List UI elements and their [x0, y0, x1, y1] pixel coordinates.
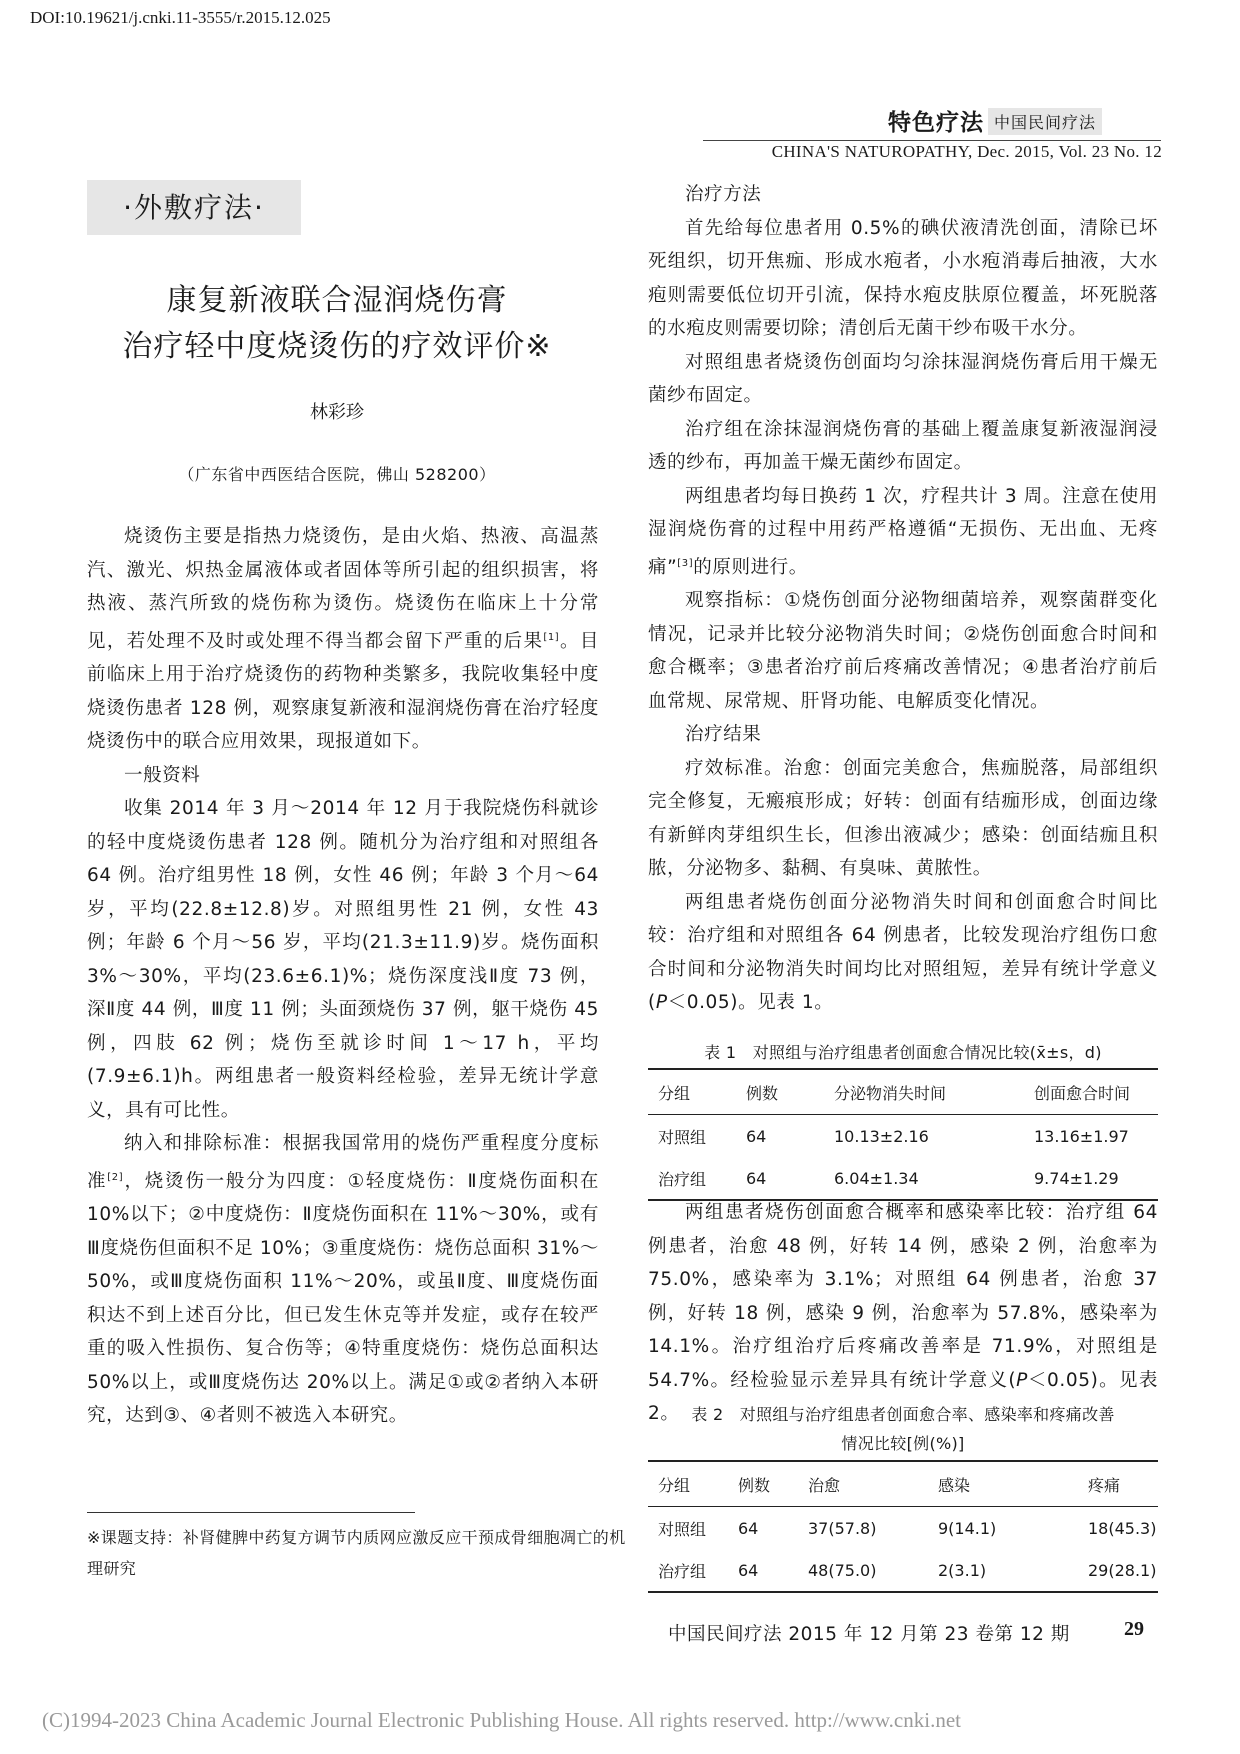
table-cell: 37(57.8)	[808, 1518, 877, 1538]
table1-caption: 表 1 对照组与治疗组患者创面愈合情况比较(x̄±s，d)	[704, 1043, 1102, 1062]
table-cell: 64	[738, 1518, 759, 1538]
table-cell: 对照组	[658, 1519, 707, 1539]
title-line-2: 治疗轻中度烧烫伤的疗效评价※	[122, 329, 552, 364]
table-cell: 对照组	[658, 1127, 707, 1147]
right-column	[648, 178, 1158, 1020]
footer-journal-issue: 中国民间疗法 2015 年 12 月第 23 卷第 12 期	[668, 1624, 1070, 1645]
general-paragraph: 收集 2014 年 3 月～2014 年 12 月于我院烧伤科就诊的轻中度烧烫伤患者 128 例。随机分为治疗组和对照组各 64 例。治疗组男性 18 例，女性 46 例；年龄 3 个月～64 岁，平均(22.8±12.8)岁。对照组男性 21 例，女性 43 例；年龄 6 个月～56 岁，平均(21.3±11.9)岁。烧伤面积 3%～30%，平均(23.6±6.1)%；烧伤深度浅Ⅱ度 73 例，深Ⅱ度 44 例，Ⅲ度 11 例；头面颈烧伤 37 例，躯干烧伤 45 例，四肢 62 例；烧伤至就诊时间 1～17 h，平均(7.9±6.1)h。两组患者一般资料经检验，差异无统计学意义，具有可比性。	[87, 798, 599, 1121]
method-paragraph-2: 对照组患者烧烫伤创面均匀涂抹湿润烧伤膏后用干燥无菌纱布固定。	[648, 351, 1158, 406]
table1-header-cell: 创面愈合时间	[1024, 1069, 1158, 1115]
table-row	[648, 1507, 1158, 1550]
table1-header-row	[648, 1069, 1158, 1115]
table2-header-cell: 疼痛	[1078, 1461, 1158, 1507]
title-line-1: 康复新液联合湿润烧伤膏	[166, 283, 508, 318]
column-title: 特色疗法	[888, 110, 984, 136]
affiliation: （广东省中西医结合医院，佛山 528200）	[178, 465, 496, 484]
table-cell: 10.13±2.16	[834, 1126, 929, 1146]
author: 林彩珍	[310, 402, 364, 423]
table2-header-cell: 感染	[928, 1461, 1078, 1507]
section-label: ·外敷疗法·	[87, 180, 301, 235]
journal-line: CHINA'S NATUROPATHY, Dec. 2015, Vol. 23 No. 12	[771, 142, 1162, 161]
compare-paragraph-1	[648, 886, 1158, 1020]
table-1	[648, 1068, 1158, 1201]
heading-general: 一般资料	[124, 764, 201, 786]
compare-text-1: 两组患者烧伤创面分泌物消失时间和创面愈合时间比较：治疗组和对照组各 64 例患者，比较发现治疗组伤口愈合时间和分泌物消失时间均比对照组短，差异有统计学意义(	[648, 891, 1158, 1014]
table2-header-row	[648, 1461, 1158, 1507]
table2-caption	[648, 1402, 1158, 1454]
compare-text-2: 两组患者烧伤创面愈合概率和感染率比较：治疗组 64 例患者，治愈 48 例，好转 14 例，感染 2 例，治愈率为 75.0%，感染率为 3.1%；对照组 64 例患者，治愈 37 例，好转 18 例，感染 9 例，治愈率为 57.8%，感染率为 14.1%。治疗组治疗后疼痛改善率是 71.9%，对照组是 54.7%。经检验显示差异具有统计学意义(	[648, 1202, 1158, 1391]
table-cell: 48(75.0)	[798, 1549, 928, 1592]
method-paragraph-1: 首先给每位患者用 0.5%的碘伏液清洗创面，清除已坏死组织，切开焦痂、形成水疱者，小水疱消毒后抽液，大水疱则需要低位切开引流，保持水疱皮肤原位覆盖，坏死脱落的水疱皮则需要切除；清创后无菌干纱布吸干水分。	[648, 217, 1158, 339]
table-cell: 18(45.3)	[1088, 1518, 1157, 1538]
table1-header-cell: 分组	[648, 1069, 736, 1115]
table2-header-cell: 治愈	[798, 1461, 928, 1507]
header-rule	[703, 140, 1161, 141]
table-cell: 6.04±1.34	[824, 1157, 1024, 1200]
standard-paragraph: 疗效标准。治愈：创面完美愈合，焦痂脱落，局部组织完全修复，无瘢痕形成；好转：创面有结痂形成，创面边缘有新鲜肉芽组织生长，但渗出液减少；感染：创面结痂且积脓，分泌物多、黏稠、有臭味、黄脓性。	[648, 757, 1158, 880]
observation-paragraph: 观察指标：①烧伤创面分泌物细菌培养，观察菌群变化情况，记录并比较分泌物消失时间；②烧伤创面愈合时间和愈合概率；③患者治疗前后疼痛改善情况；④患者治疗前后血常规、尿常规、肝肾功能、电解质变化情况。	[648, 590, 1158, 712]
article-title	[87, 278, 587, 370]
footnote: ※课题支持：补肾健脾中药复方调节内质网应激反应干预成骨细胞凋亡的机理研究	[87, 1528, 626, 1578]
table-cell: 29(28.1)	[1078, 1549, 1158, 1592]
compare-paragraph-2	[648, 1196, 1158, 1431]
stat-p-1: P	[655, 992, 668, 1014]
ref-1: [1]	[543, 631, 560, 643]
criteria-text: 纳入和排除标准：根据我国常用的烧伤严重程度分度标准	[87, 1133, 599, 1192]
table-cell: 64	[746, 1126, 767, 1146]
table-cell: 治疗组	[648, 1549, 728, 1592]
footnote-rule	[87, 1512, 415, 1513]
column-tag: 中国民间疗法	[988, 108, 1102, 135]
table-cell: 9.74±1.29	[1024, 1157, 1158, 1200]
doi-line: DOI:10.19621/j.cnki.11-3555/r.2015.12.025	[30, 8, 331, 27]
method-text-4b: 的原则进行。	[693, 556, 808, 578]
heading-method: 治疗方法	[685, 184, 762, 205]
table2-header-cell: 例数	[728, 1461, 798, 1507]
table-2	[648, 1460, 1158, 1593]
stat-p-2: P	[1016, 1369, 1028, 1391]
compare-text-2-end: ＜0.05)。见表 2。	[648, 1369, 1158, 1424]
table1-header-cell: 分泌物消失时间	[824, 1069, 1024, 1115]
table-row	[648, 1157, 1158, 1200]
compare-text-1-end: ＜0.05)。见表 1。	[667, 992, 834, 1014]
table1-header-cell: 例数	[736, 1069, 824, 1115]
table2-header-cell: 分组	[648, 1461, 728, 1507]
copyright-notice: (C)1994-2023 China Academic Journal Electronic Publishing House. All rights reserved. http://www.cnki.net	[42, 1708, 961, 1732]
method-paragraph-3: 治疗组在涂抹湿润烧伤膏的基础上覆盖康复新液湿润浸透的纱布，再加盖干燥无菌纱布固定。	[648, 418, 1158, 473]
intro-text: 烧烫伤主要是指热力烧烫伤，是由火焰、热液、高温蒸汽、激光、炽热金属液体或者固体等所引起的组织损害，将热液、蒸汽所致的烧伤称为烫伤。烧烫伤在临床上十分常见，若处理不及时或处理不得当都会留下严重的后果	[87, 526, 599, 652]
table-row	[648, 1115, 1158, 1158]
criteria-paragraph	[87, 1127, 599, 1433]
page-number: 29	[1124, 1618, 1144, 1640]
table-cell: 64	[736, 1157, 824, 1200]
table-cell: 9(14.1)	[938, 1518, 997, 1538]
intro-paragraph	[87, 520, 599, 759]
heading-result: 治疗结果	[685, 724, 762, 746]
ref-2: [2]	[107, 1171, 124, 1183]
table-cell: 64	[728, 1549, 798, 1592]
intro-text-2: 。目前临床上用于治疗烧烫伤的药物种类繁多，我院收集轻中度烧烫伤患者 128 例，观察康复新液和湿润烧伤膏在治疗轻度烧烫伤中的联合应用效果，现报道如下。	[87, 630, 599, 753]
method-paragraph-4	[648, 480, 1158, 585]
table2-caption-line-1: 表 2 对照组与治疗组患者创面愈合率、感染率和疼痛改善	[691, 1405, 1115, 1424]
table-cell: 2(3.1)	[928, 1549, 1078, 1592]
criteria-text-2: ，烧烫伤一般分为四度：①轻度烧伤：Ⅱ度烧伤面积在 10%以下；②中度烧伤：Ⅱ度烧伤面积在 11%～30%，或有Ⅲ度烧伤但面积不足 10%；③重度烧伤：烧伤总面积 31%～50%，或Ⅲ度烧伤面积 11%～20%，或虽Ⅱ度、Ⅲ度烧伤面积达不到上述百分比，但已发生休克等并发症，或存在较严重的吸入性损伤、复合伤等；④特重度烧伤：烧伤总面积达 50%以上，或Ⅲ度烧伤达 20%以上。满足①或②者纳入本研究，达到③、④者则不被选入本研究。	[87, 1170, 599, 1427]
table2-caption-line-2: 情况比较[例(%)]	[841, 1434, 965, 1453]
table-row	[648, 1549, 1158, 1592]
method-text-4: 两组患者均每日换药 1 次，疗程共计 3 周。注意在使用湿润烧伤膏的过程中用药严格遵循“无损伤、无出血、无疼痛”	[648, 485, 1158, 578]
left-column	[87, 520, 599, 1433]
table-cell: 治疗组	[648, 1157, 736, 1200]
column-header	[888, 104, 1102, 137]
ref-3: [3]	[677, 557, 694, 569]
table-cell: 13.16±1.97	[1034, 1126, 1129, 1146]
